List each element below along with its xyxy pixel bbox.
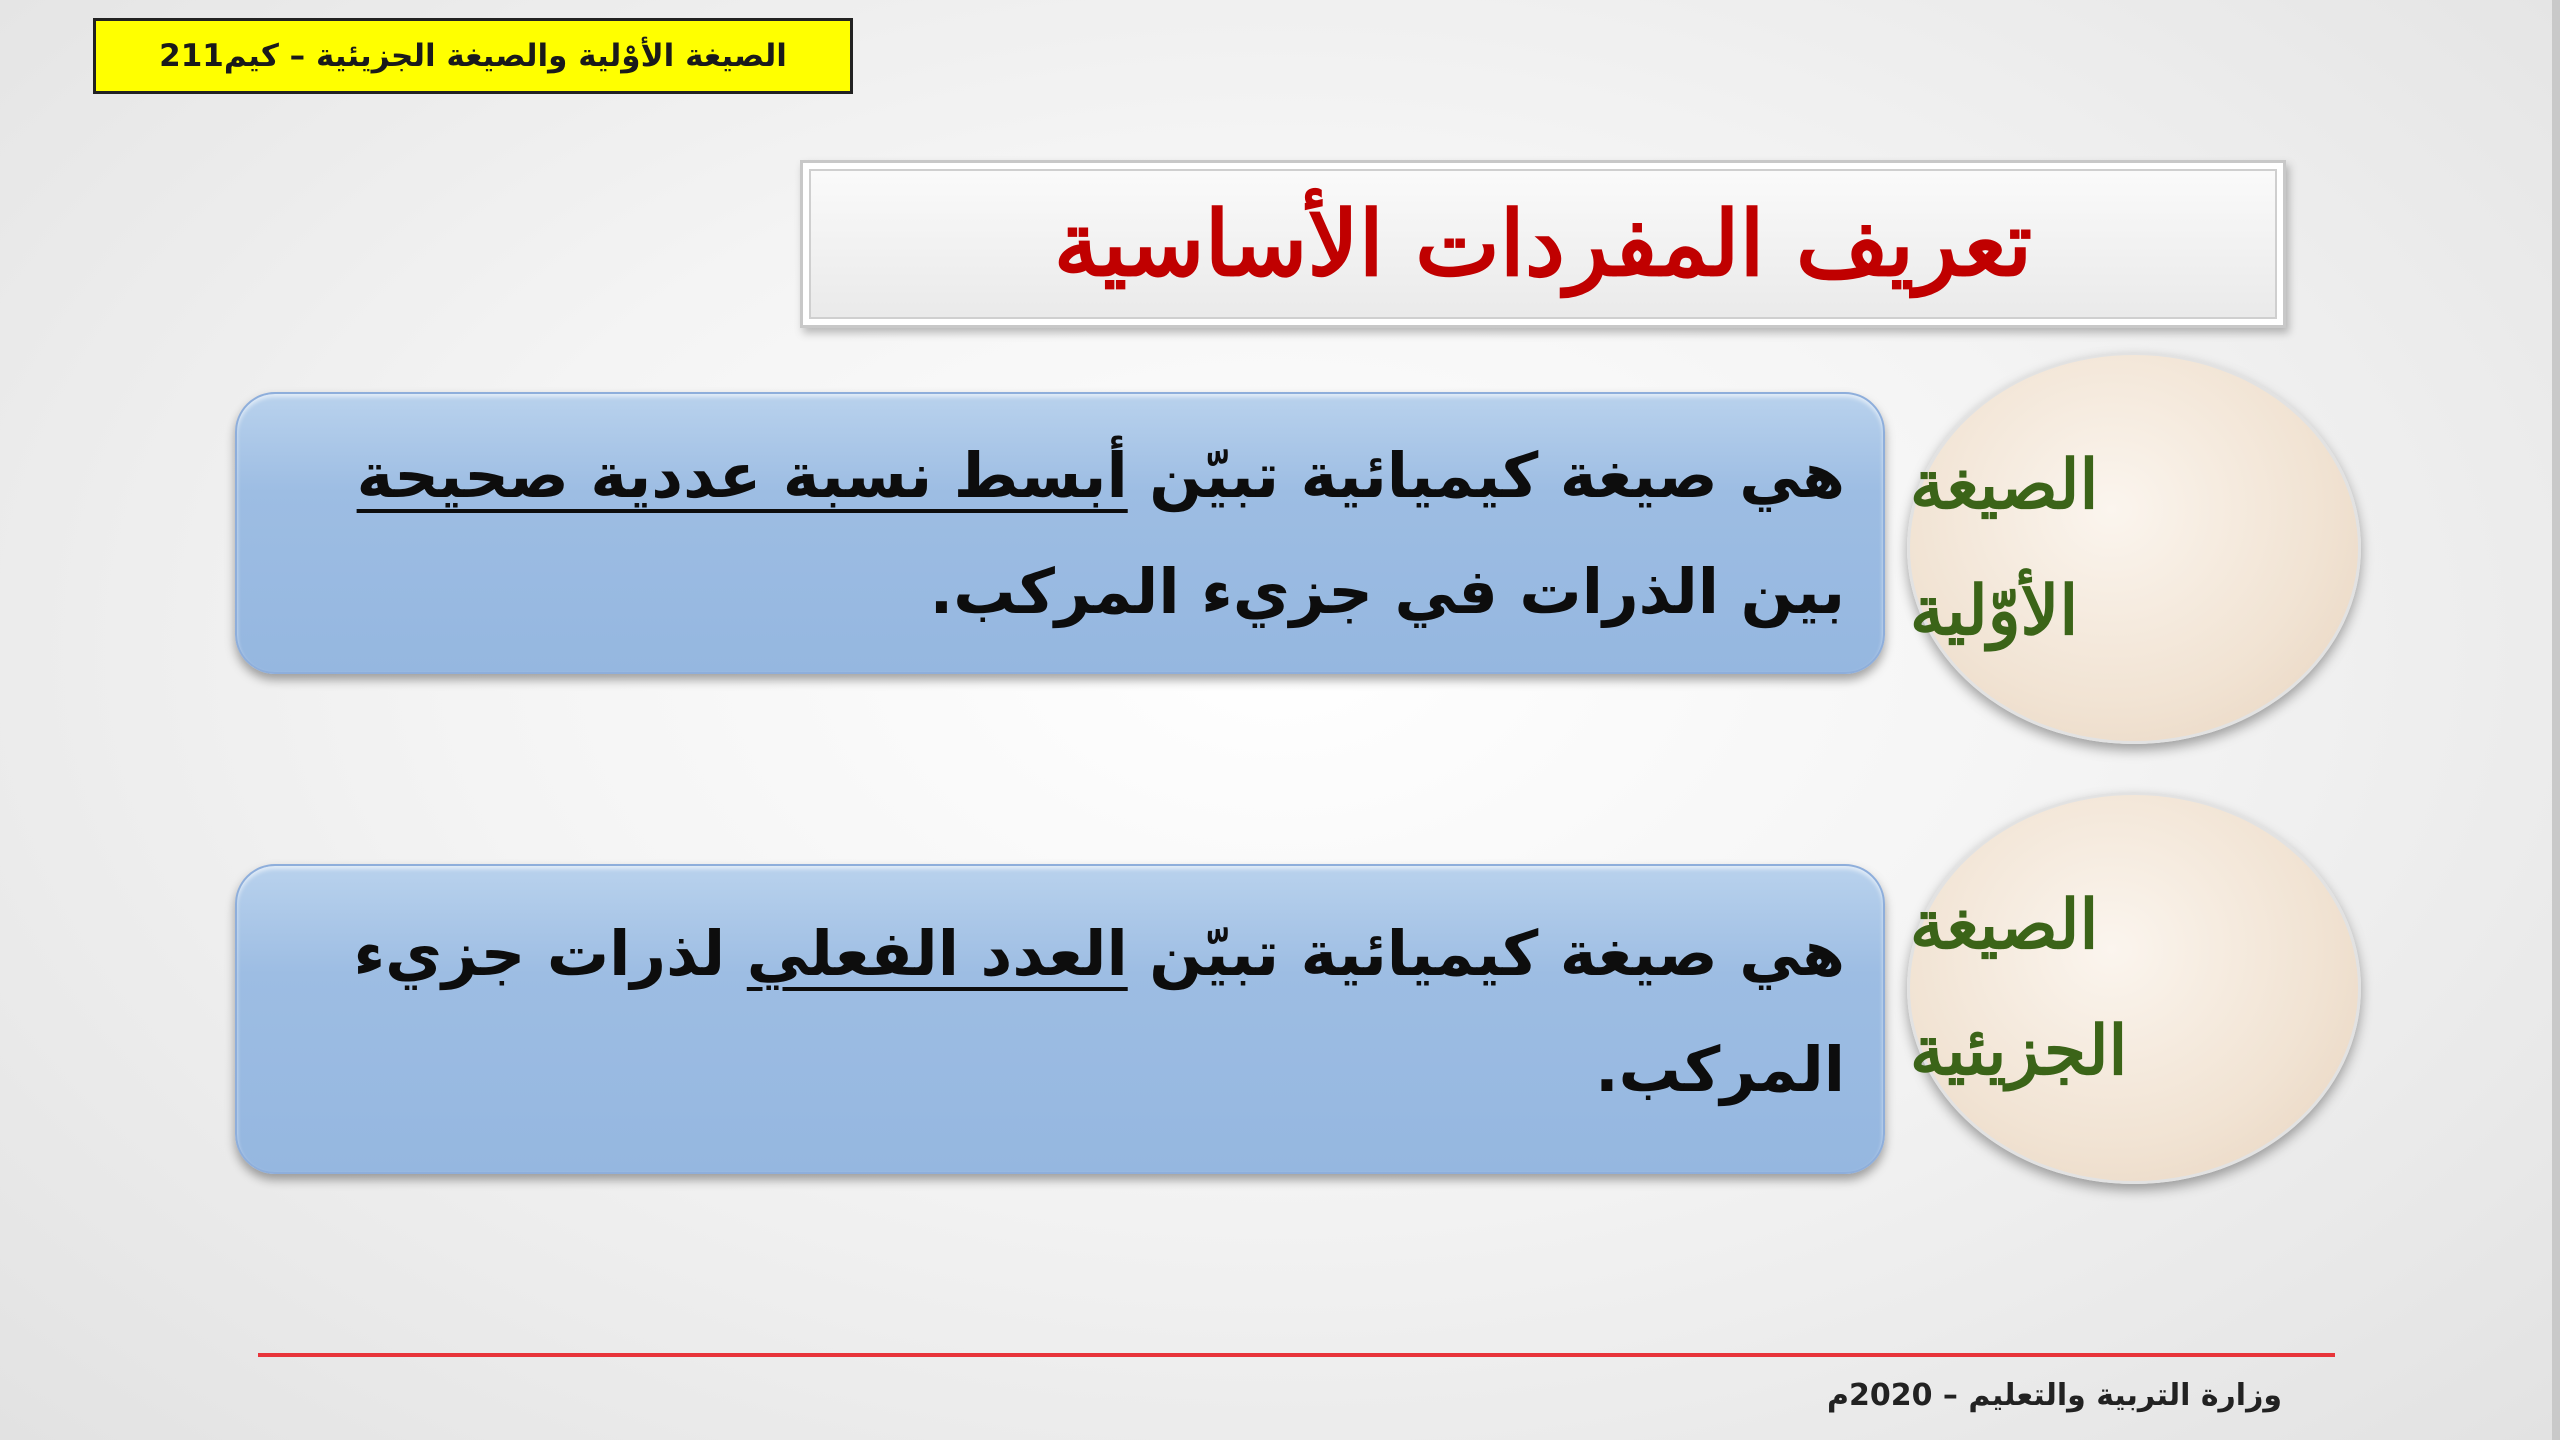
slide-title: تعريف المفردات الأساسية — [1053, 191, 2033, 297]
title-box — [800, 160, 2286, 328]
slide-edge — [2552, 0, 2560, 1440]
term-line: الجزيئية — [1910, 1011, 2128, 1091]
definition-molecular-formula — [235, 864, 1885, 1174]
footer-credit: وزارة التربية والتعليم – 2020م — [1826, 1378, 2282, 1413]
definition-key-phrase: أبسط نسبة عددية صحيحة — [356, 439, 1128, 512]
definition-text: بين الذرات في جزيء المركب. — [929, 555, 1845, 628]
lesson-label — [93, 18, 853, 94]
definition-text: لذرات جزيء المركب. — [353, 917, 1845, 1106]
term-line: الصيغة — [1910, 445, 2099, 525]
term-molecular-formula — [1907, 792, 2361, 1184]
definition-empirical-formula — [235, 392, 1885, 674]
definition-text: هي صيغة كيميائية تبيّن — [1127, 917, 1845, 990]
footer-divider — [258, 1353, 2335, 1357]
lesson-label-text: الصيغة الأوْلية والصيغة الجزيئية – كيم211 — [159, 38, 787, 74]
definition-key-phrase: العدد الفعلي — [746, 917, 1128, 990]
term-line: الأوّلية — [1910, 571, 2079, 651]
definition-text: هي صيغة كيميائية تبيّن — [1127, 439, 1845, 512]
term-line: الصيغة — [1910, 885, 2099, 965]
term-empirical-formula — [1907, 352, 2361, 744]
